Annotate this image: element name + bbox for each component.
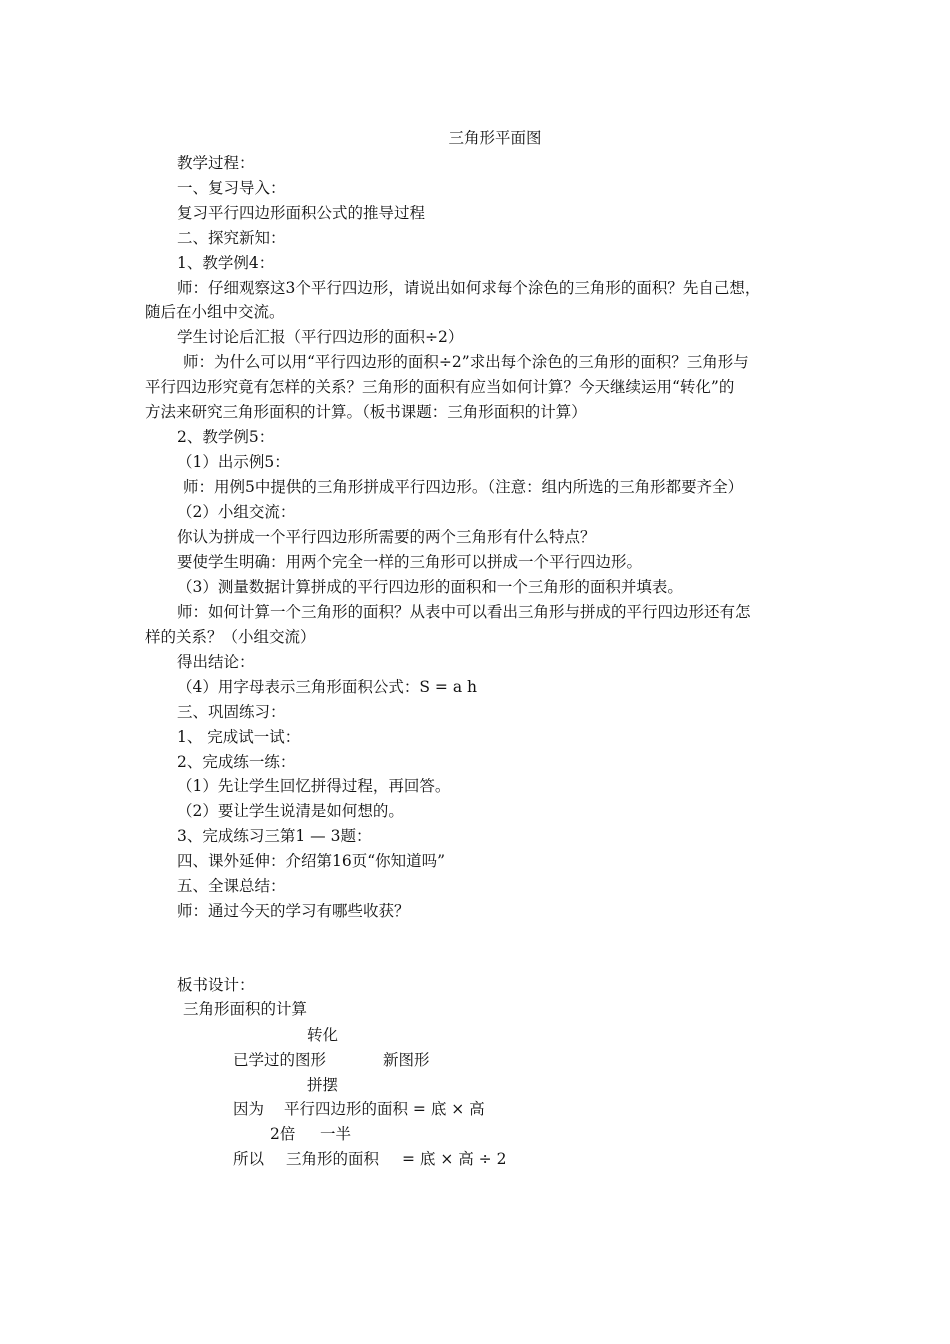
- text-line: 你认为拼成一个平行四边形所需要的两个三角形有什么特点？: [177, 528, 596, 546]
- text-line: （2）要让学生说清是如何想的。: [177, 802, 404, 820]
- board-heading: 板书设计：: [177, 976, 255, 994]
- text-line: （4）用字母表示三角形面积公式：S = a h: [177, 678, 477, 696]
- text-line: 师：如何计算一个三角形的面积？从表中可以看出三角形与拼成的平行四边形还有怎: [177, 603, 751, 621]
- board-topic: 三角形面积的计算: [183, 1000, 308, 1018]
- text-line: 随后在小组中交流。: [145, 303, 285, 321]
- board-transform: 转化: [307, 1026, 339, 1044]
- text-line: 复习平行四边形面积公式的推导过程: [177, 204, 426, 222]
- text-line: 教学过程：: [177, 154, 255, 172]
- text-line: 2、完成练一练：: [177, 753, 296, 771]
- board-triangle-formula: = 底 × 高 ÷ 2: [402, 1150, 507, 1168]
- text-line: 一、复习导入：: [177, 179, 286, 197]
- text-line: 师：通过今天的学习有哪些收获？: [177, 902, 410, 920]
- text-line: 三、巩固练习：: [177, 703, 286, 721]
- text-line: 二、探究新知：: [177, 229, 286, 247]
- text-line: 五、全课总结：: [177, 877, 286, 895]
- board-therefore: 所以: [233, 1150, 265, 1168]
- board-because: 因为: [233, 1100, 265, 1118]
- text-line: （1）先让学生回忆拼得过程，再回答。: [177, 777, 451, 795]
- text-line: （2）小组交流：: [177, 503, 296, 521]
- text-line: 方法来研究三角形面积的计算。（板书课题：三角形面积的计算）: [145, 403, 587, 421]
- text-line: 学生讨论后汇报（平行四边形的面积÷2）: [177, 328, 464, 346]
- text-line: 平行四边形究竟有怎样的关系？三角形的面积有应当如何计算？今天继续运用“转化”的: [145, 378, 735, 396]
- board-learned-shape: 已学过的图形: [233, 1051, 327, 1069]
- text-line: （1）出示例5：: [177, 453, 290, 471]
- board-half: 一半: [320, 1125, 352, 1143]
- text-line: 样的关系？（小组交流）: [145, 628, 316, 646]
- document-title: 三角形平面图: [448, 129, 542, 147]
- board-double: 2倍: [270, 1125, 296, 1143]
- text-line: 要使学生明确：用两个完全一样的三角形可以拼成一个平行四边形。: [177, 553, 643, 571]
- text-line: 1、教学例4：: [177, 254, 275, 272]
- board-assemble: 拼摆: [307, 1076, 339, 1094]
- text-line: 3、完成练习三第1 — 3题：: [177, 827, 372, 845]
- text-line: 师：为什么可以用“平行四边形的面积÷2”求出每个涂色的三角形的面积？三角形与: [183, 353, 749, 371]
- text-line: 师：用例5中提供的三角形拼成平行四边形。（注意：组内所选的三角形都要齐全）: [183, 478, 744, 496]
- text-line: （3）测量数据计算拼成的平行四边形的面积和一个三角形的面积并填表。: [177, 578, 683, 596]
- text-line: 四、课外延伸：介绍第16页“你知道吗”: [177, 852, 446, 870]
- text-line: 师：仔细观察这3个平行四边形，请说出如何求每个涂色的三角形的面积？先自己想，: [177, 279, 761, 297]
- text-line: 得出结论：: [177, 653, 255, 671]
- text-line: 2、教学例5：: [177, 428, 275, 446]
- text-line: 1、 完成试一试：: [177, 728, 301, 746]
- board-triangle-area: 三角形的面积: [286, 1150, 380, 1168]
- board-parallelogram-formula: 平行四边形的面积 = 底 × 高: [284, 1100, 485, 1118]
- board-new-shape: 新图形: [383, 1051, 430, 1069]
